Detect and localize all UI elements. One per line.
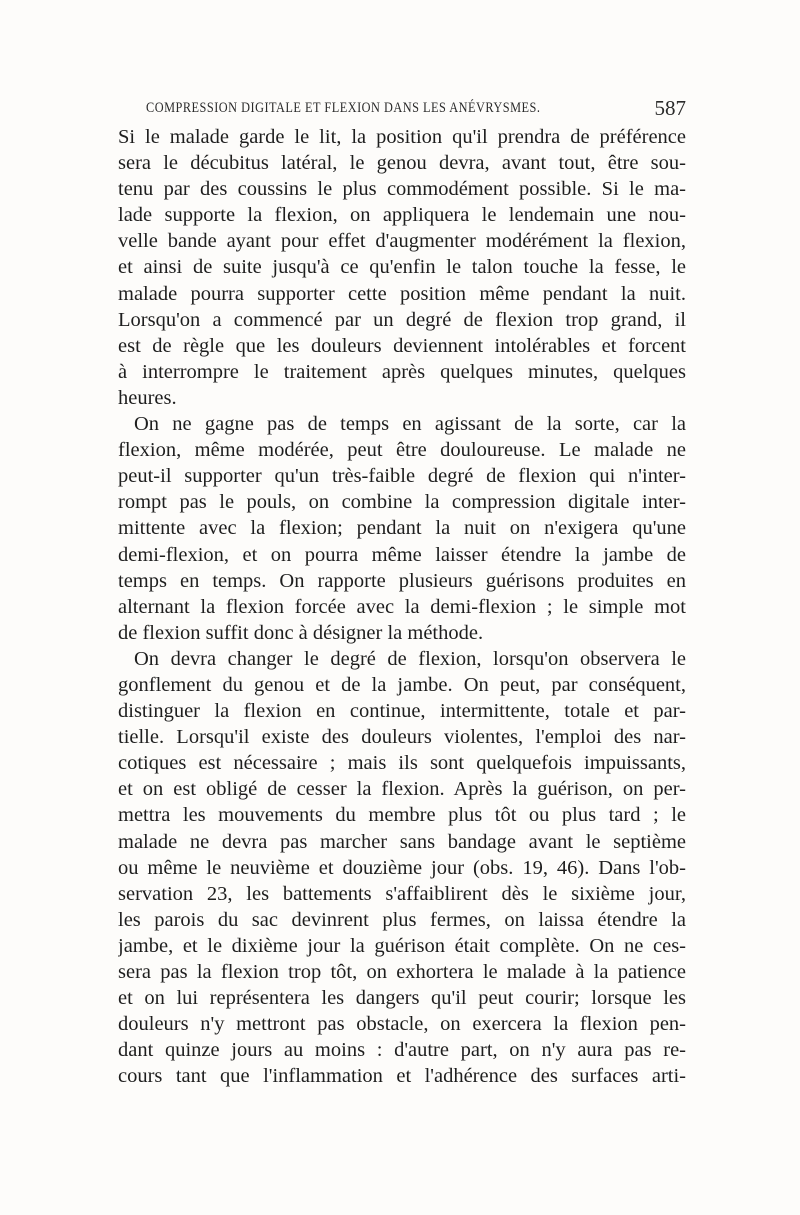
text-line: de flexion suffit donc à désigner la méthode. bbox=[118, 621, 484, 644]
text-line: et on lui représentera les dangers qu'il peut courir; lorsque les bbox=[118, 987, 686, 1010]
text-line: et ainsi de suite jusqu'à ce qu'enfin le talon touche la fesse, le bbox=[118, 256, 686, 279]
paragraph-3 bbox=[118, 646, 686, 1090]
text-line: sera le décubitus latéral, le genou devra, avant tout, être sou- bbox=[118, 152, 686, 175]
text-line: distinguer la flexion en continue, intermittente, totale et par- bbox=[118, 700, 686, 723]
text-line: On ne gagne pas de temps en agissant de la sorte, car la bbox=[134, 413, 686, 436]
text-line: peut-il supporter qu'un très-faible degré de flexion qui n'inter- bbox=[118, 465, 686, 488]
text-line: gonflement du genou et de la jambe. On peut, par conséquent, bbox=[118, 673, 686, 696]
text-line: mettra les mouvements du membre plus tôt ou plus tard ; le bbox=[118, 804, 686, 827]
text-line: à interrompre le traitement après quelques minutes, quelques bbox=[118, 360, 686, 383]
text-line: cotiques est nécessaire ; mais ils sont quelquefois impuissants, bbox=[118, 752, 686, 775]
text-line: heures. bbox=[118, 386, 177, 409]
paragraph-2 bbox=[118, 411, 686, 646]
text-line: malade pourra supporter cette position même pendant la nuit. bbox=[118, 282, 686, 305]
text-line: dant quinze jours au moins : d'autre part, on n'y aura pas re- bbox=[118, 1039, 686, 1062]
text-line: demi-flexion, et on pourra même laisser étendre la jambe de bbox=[118, 543, 686, 566]
body-text bbox=[118, 124, 686, 1089]
text-line: malade ne devra pas marcher sans bandage avant le septième bbox=[118, 830, 686, 853]
paragraph-1 bbox=[118, 124, 686, 411]
text-line: cours tant que l'inflammation et l'adhérence des surfaces arti- bbox=[118, 1065, 686, 1088]
text-line: et on est obligé de cesser la flexion. Après la guérison, on per- bbox=[118, 778, 686, 801]
text-line: ou même le neuvième et douzième jour (obs. 19, 46). Dans l'ob- bbox=[118, 856, 686, 879]
text-line: tielle. Lorsqu'il existe des douleurs violentes, l'emploi des nar- bbox=[118, 726, 686, 749]
page-number: 587 bbox=[654, 96, 686, 120]
text-line: jambe, et le dixième jour la guérison était complète. On ne ces- bbox=[118, 934, 686, 957]
text-line: mittente avec la flexion; pendant la nuit on n'exigera qu'une bbox=[118, 517, 686, 540]
text-line: douleurs n'y mettront pas obstacle, on exercera la flexion pen- bbox=[118, 1013, 686, 1036]
text-line: rompt pas le pouls, on combine la compression digitale inter- bbox=[118, 491, 686, 514]
text-line: Si le malade garde le lit, la position qu'il prendra de préférence bbox=[118, 126, 686, 148]
text-line: On devra changer le degré de flexion, lorsqu'on observera le bbox=[134, 647, 686, 670]
running-head bbox=[118, 96, 686, 122]
text-line: lade supporte la flexion, on appliquera le lendemain une nou- bbox=[118, 204, 686, 227]
text-line: alternant la flexion forcée avec la demi-flexion ; le simple mot bbox=[118, 595, 686, 618]
running-title: COMPRESSION DIGITALE ET FLEXION DANS LES ANÉVRYSMES. bbox=[146, 100, 541, 116]
text-line: sera pas la flexion trop tôt, on exhortera le malade à la patience bbox=[118, 961, 686, 983]
text-line: tenu par des coussins le plus commodément possible. Si le ma- bbox=[118, 178, 686, 201]
text-line: les parois du sac devinrent plus fermes, on laissa étendre la bbox=[118, 908, 686, 931]
text-line: servation 23, les battements s'affaiblirent dès le sixième jour, bbox=[118, 882, 686, 905]
text-line: flexion, même modérée, peut être douloureuse. Le malade ne bbox=[118, 439, 686, 462]
text-line: temps en temps. On rapporte plusieurs guérisons produites en bbox=[118, 569, 686, 592]
text-line: est de règle que les douleurs deviennent intolérables et forcent bbox=[118, 334, 686, 357]
text-line: velle bande ayant pour effet d'augmenter modérément la flexion, bbox=[118, 230, 686, 253]
text-line: Lorsqu'on a commencé par un degré de flexion trop grand, il bbox=[118, 308, 686, 331]
